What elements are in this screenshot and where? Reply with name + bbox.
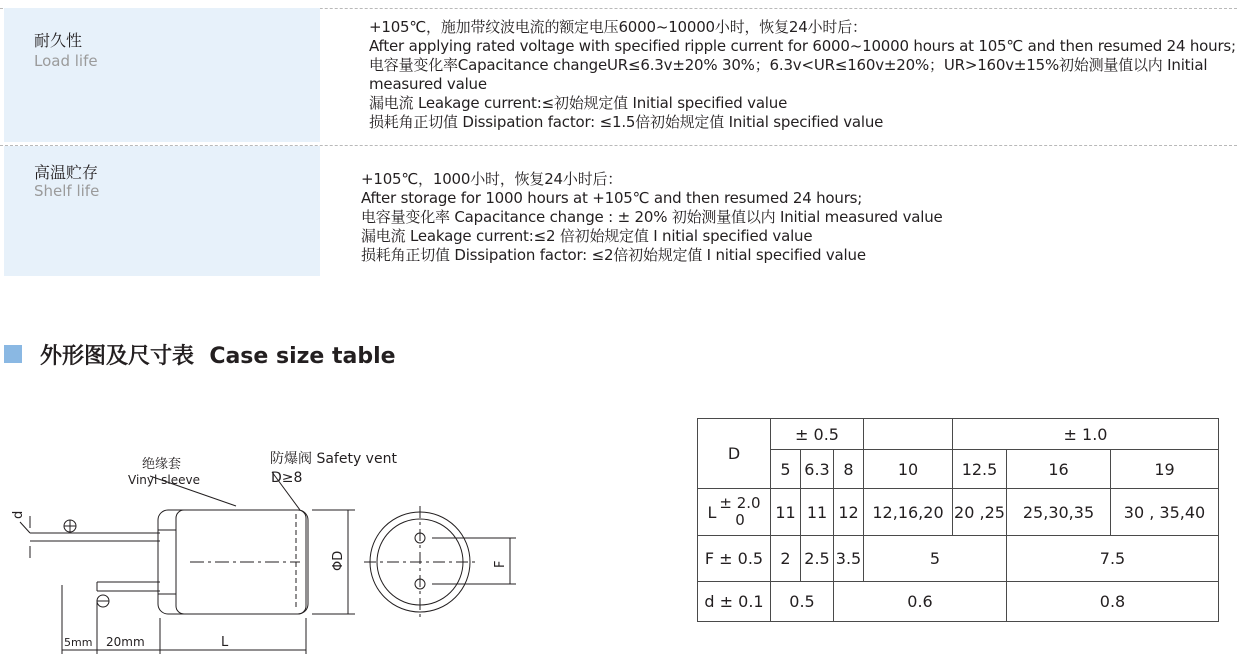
L-cell: 30 , 35,40 [1111,489,1219,536]
L-header-cell [698,489,771,536]
d-cell: 0.5 [771,582,834,622]
table-row [698,489,1219,536]
dim-F-label: F [493,560,508,568]
load-life-label-box [4,8,320,142]
load-life-text [369,18,1236,132]
spec-line: 损耗角正切值 Dissipation factor: ≤2倍初始规定值 I nitial specified value [361,246,866,264]
diameter-cell: 10 [864,450,953,489]
L-cell: 11 [801,489,834,536]
spec-line: 漏电流 Leakage current:≤初始规定值 Initial specified value [369,94,788,112]
case-size-table [697,418,1219,622]
spec-line: +105℃，施加带纹波电流的额定电压6000~10000小时，恢复24小时后： [369,18,867,36]
diameter-cell: 12.5 [953,450,1007,489]
spec-line: 损耗角正切值 Dissipation factor: ≤1.5倍初始规定值 Initial specified value [369,113,884,131]
dim-phiD-label: ΦD [331,550,346,571]
dim-L-label: L [221,635,229,650]
L-cell: 12 [834,489,864,536]
diameter-cell: 16 [1007,450,1111,489]
table-row [698,419,1219,450]
L-cell: 25,30,35 [1007,489,1111,536]
vinyl-sleeve-label-en: Vinyl sleeve [128,473,200,487]
shelf-life-row [0,146,1237,276]
L-tol-top: ± 2.0 [719,494,761,512]
safety-vent-condition: D≥8 [271,470,303,486]
diameter-cell: 5 [771,450,801,489]
F-cell: 7.5 [1007,536,1219,582]
spec-line: measured value [369,75,487,93]
safety-vent-label: 防爆阀 Safety vent [270,451,397,467]
d-header-cell: d ± 0.1 [698,582,771,622]
load-life-label-cn: 耐久性 [34,31,83,50]
d-cell: 0.8 [1007,582,1219,622]
spec-line: 电容量变化率 Capacitance change : ± 20% 初始测量值以内 Initial measured value [361,208,943,226]
F-header-cell: F ± 0.5 [698,536,771,582]
shelf-life-label-en: Shelf life [34,182,100,200]
diameter-cell: 19 [1111,450,1219,489]
load-life-row [0,8,1237,142]
shelf-life-text [361,170,943,265]
header-blank [864,419,953,450]
spec-line: 电容量变化率Capacitance changeUR≤6.3v±20% 30%；6.3v<UR≤160v±20%；UR>160v±15%初始测量值以内 Initial [369,56,1208,74]
table-row [698,582,1219,622]
F-cell: 2 [771,536,801,582]
shelf-life-label-box [4,146,320,276]
header-tol-0.5: ± 0.5 [771,419,864,450]
spec-line: 漏电流 Leakage current:≤2 倍初始规定值 I nitial specified value [361,227,813,245]
L-tolerance [719,495,760,529]
section-marker-icon [4,345,22,363]
shelf-life-label-cn: 高温贮存 [34,163,99,182]
capacitor-outline-drawing [0,440,540,664]
spec-line: After applying rated voltage with specified ripple current for 6000~10000 hours at 105℃ and then resumed 24 hours; [369,37,1236,55]
table-row [698,536,1219,582]
vinyl-sleeve-label-cn: 绝缘套 [142,457,182,472]
header-tol-1.0: ± 1.0 [953,419,1219,450]
d-cell: 0.6 [834,582,1007,622]
section-title-text: 外形图及尺寸表 Case size table [40,343,396,369]
spec-line: +105℃，1000小时，恢复24小时后： [361,170,623,188]
table-row [698,450,1219,489]
F-cell: 2.5 [801,536,834,582]
case-size-section-title [4,340,396,368]
L-tol-bottom: 0 [735,511,745,529]
diameter-cell: 6.3 [801,450,834,489]
F-cell: 5 [864,536,1007,582]
spec-line: After storage for 1000 hours at +105℃ and then resumed 24 hours; [361,189,863,207]
header-D: D [698,419,771,489]
dim-20mm-label: 20mm [106,635,145,649]
dim-5mm-label: 5mm [64,636,93,649]
L-cell: 11 [771,489,801,536]
L-cell: 20 ,25 [953,489,1007,536]
L-cell: 12,16,20 [864,489,953,536]
load-life-label-en: Load life [34,52,98,70]
L-label: L [707,502,717,522]
dim-d-label: d [11,510,26,519]
diameter-cell: 8 [834,450,864,489]
F-cell: 3.5 [834,536,864,582]
